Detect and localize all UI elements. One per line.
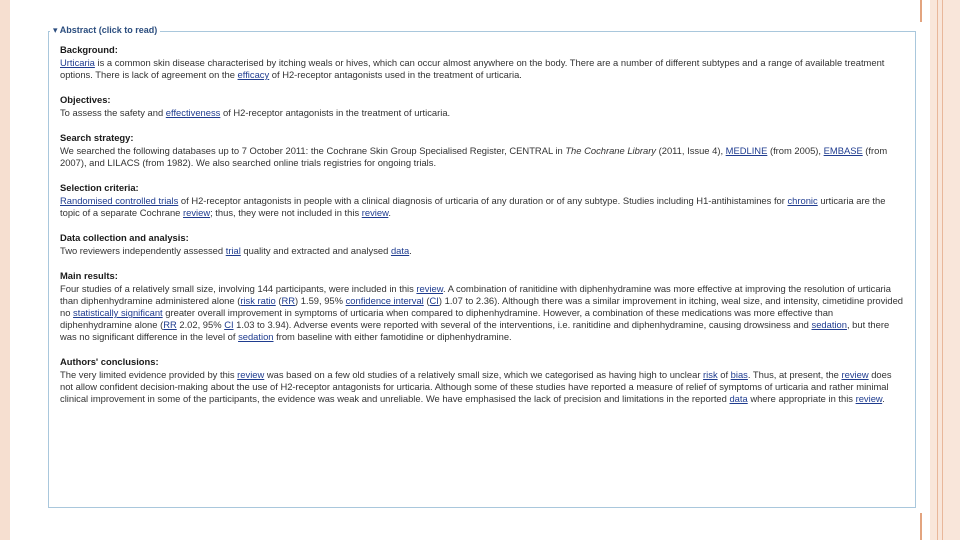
text-run: urticaria are the topic of a separate Cochrane (60, 195, 886, 218)
text-run: , but there was no significant difference in the level of (60, 319, 890, 342)
abstract-content (60, 44, 906, 418)
link-sedation[interactable]: sedation (811, 319, 847, 330)
link-risk[interactable]: risk (703, 369, 718, 380)
section-background (60, 44, 906, 81)
section-data-collection (60, 232, 906, 257)
section-text (60, 245, 906, 257)
link-data[interactable]: data (390, 245, 410, 256)
link-medline[interactable]: MEDLINE (725, 145, 768, 156)
link-urticaria[interactable]: Urticaria (60, 57, 95, 68)
link-bias[interactable]: bias (730, 369, 748, 380)
text-run: The very limited evidence provided by this (60, 369, 238, 380)
link-rr[interactable]: RR (281, 295, 296, 306)
section-heading: Data collection and analysis: (60, 232, 189, 243)
right-decor-line (937, 0, 938, 540)
link-review[interactable]: review (183, 207, 211, 218)
text-run: greater overall improvement in symptoms of urticaria when compared to diphenhydramine. However, a combination of these medications was more effective than diphenhydramine alone ( (60, 307, 834, 330)
text-run: where appropriate in this (747, 393, 856, 404)
link-ci[interactable]: CI (224, 319, 234, 330)
link-review[interactable]: review (416, 283, 443, 294)
section-text (60, 145, 906, 169)
section-text (60, 283, 906, 343)
link-review[interactable]: review (237, 369, 265, 380)
text-run: ; thus, they were not included in this (210, 207, 362, 218)
section-text (60, 57, 906, 81)
section-objectives (60, 94, 906, 119)
text-run: . (388, 207, 391, 218)
right-decor-band (930, 0, 960, 540)
text-run: ) 1.59, 95% (295, 295, 346, 306)
link-data[interactable]: data (729, 393, 748, 404)
text-run: We searched the following databases up to 7 October 2011: the Cochrane Skin Group Specialised Register, CENTRAL in (60, 145, 566, 156)
text-run: ) 1.07 to 2.36). Although there was a similar improvement in itching, weal size, and intensity, cimetidine provided no (60, 295, 904, 318)
text-run: of (717, 369, 731, 380)
section-heading: Selection criteria: (60, 182, 139, 193)
accent-bar-bottom (920, 513, 922, 540)
section-text (60, 107, 906, 119)
text-run: (from 2005), (767, 145, 824, 156)
link-efficacy[interactable]: efficacy (237, 69, 270, 80)
section-text (60, 369, 906, 405)
link-ci[interactable]: CI (429, 295, 439, 306)
text-run: was based on a few old studies of a relatively small size, which we categorised as having high to unclear (264, 369, 704, 380)
abstract-header-label: Abstract (click to read) (59, 25, 158, 35)
section-selection-criteria (60, 182, 906, 219)
text-run: . Thus, at present, the (747, 369, 842, 380)
link-review[interactable]: review (855, 393, 883, 404)
text-run: of H2-receptor antagonists in the treatment of urticaria. (220, 107, 451, 118)
section-heading: Authors' conclusions: (60, 356, 159, 367)
section-text (60, 195, 906, 219)
text-run: from baseline with either famotidine or diphenhydramine. (273, 331, 512, 342)
link-sedation[interactable]: sedation (238, 331, 274, 342)
text-run: ( (275, 295, 282, 306)
accent-bar-top (920, 0, 922, 22)
section-main-results (60, 270, 906, 343)
text-run: 2.02, 95% (176, 319, 225, 330)
text-run: ( (423, 295, 430, 306)
link-chronic[interactable]: chronic (787, 195, 818, 206)
collapse-icon: ▾ (53, 25, 58, 35)
left-decor-strip (0, 0, 10, 540)
section-heading: Main results: (60, 270, 118, 281)
text-run: quality and extracted and analysed (240, 245, 391, 256)
right-decor-line (942, 0, 943, 540)
section-authors-conclusions (60, 356, 906, 405)
link-trial[interactable]: trial (225, 245, 241, 256)
section-search-strategy (60, 132, 906, 169)
text-run: To assess the safety and (60, 107, 166, 118)
section-heading: Objectives: (60, 94, 111, 105)
text-run-italic: The Cochrane Library (565, 145, 656, 156)
link-randomised-controlled-trials[interactable]: Randomised controlled trials (60, 195, 179, 206)
text-run: of H2-receptor antagonists in people with a clinical diagnosis of urticaria of any duration or of any subtype. Studies including H1-antihistamines for (178, 195, 788, 206)
text-run: of H2-receptor antagonists used in the treatment of urticaria. (269, 69, 522, 80)
link-rr[interactable]: RR (163, 319, 177, 330)
abstract-toggle[interactable] (50, 25, 160, 36)
link-confidence-interval[interactable]: confidence interval (345, 295, 424, 306)
text-run: . A combination of ranitidine with diphenhydramine was more effective at improving the resolution of urticaria than diphenhydramine administered alone ( (60, 283, 891, 306)
text-run: is a common skin disease characterised by itching weals or hives, which can occur almost anywhere on the body. There are a number of different subtypes and a range of available treatment options. There is lack of agreement on the (60, 57, 885, 80)
link-embase[interactable]: EMBASE (823, 145, 863, 156)
link-review[interactable]: review (841, 369, 869, 380)
text-run: . (409, 245, 412, 256)
text-run: Two reviewers independently assessed (60, 245, 226, 256)
text-run: Four studies of a relatively small size, involving 144 participants, were included in this (60, 283, 417, 294)
text-run: . (882, 393, 885, 404)
link-risk-ratio[interactable]: risk ratio (240, 295, 276, 306)
link-review[interactable]: review (361, 207, 389, 218)
section-heading: Background: (60, 44, 118, 55)
section-heading: Search strategy: (60, 132, 134, 143)
text-run: (from 2007), and LILACS (from 1982). We also searched online trials registries for ongoing trials. (60, 145, 888, 168)
link-statistically-significant[interactable]: statistically significant (73, 307, 163, 318)
text-run: 1.03 to 3.94). Adverse events were reported with several of the interventions, i.e. ranitidine and diphenhydramine, causing drowsiness and (233, 319, 812, 330)
text-run: does not allow confident decision-making about the use of H2-receptor antagonists for urticaria. Although some of these studies have reported a measure of relief of symptoms of urticaria and rather minimal clinical improvement in some of the participants, the evidence was weak and unreliable. We have emphasised the lack of precision and limitations in the reported (60, 369, 892, 404)
text-run: (2011, Issue 4), (656, 145, 726, 156)
link-effectiveness[interactable]: effectiveness (165, 107, 221, 118)
